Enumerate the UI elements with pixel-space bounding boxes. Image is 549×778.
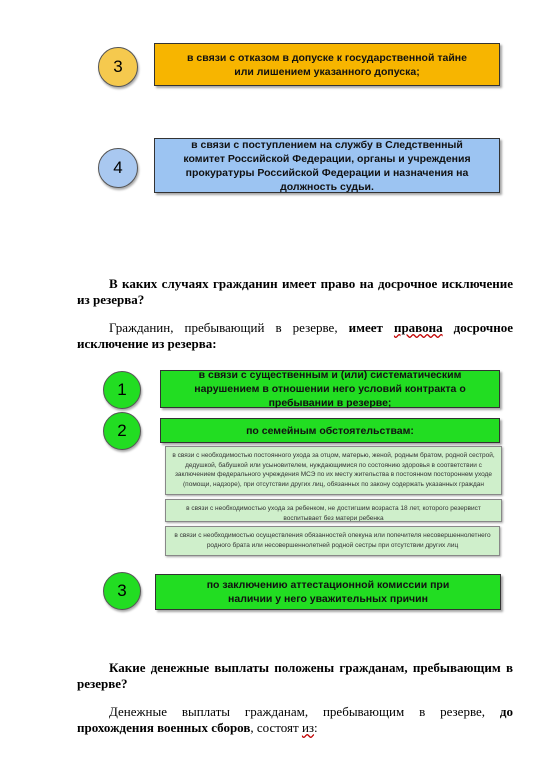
answer-bold: имеет: [348, 320, 394, 335]
exit-number-circle: 2: [103, 412, 141, 450]
family-reason-child-care: в связи с необходимостью ухода за ребенком, не достигшим возраста 18 лет, которого резервист воспитывает без матери ребенка: [165, 499, 502, 522]
exit-text: в связи с существенным и (или) систематическим нарушением в отношении него условий контракта о пребывании в резерве;: [194, 369, 466, 409]
exit-box-attestation: [155, 574, 501, 610]
family-reason-guardian: в связи с необходимостью осуществления обязанностей опекуна или попечителя несовершеннолетнего родного брата или несовершеннолетней родной сестры при отсутствии других лиц: [165, 526, 500, 556]
exit-box-contract-violation: [160, 370, 500, 408]
item-text: в связи с поступлением на службу в Следственный комитет Российской Федерации, органы и учреждения прокуратуры Российской Федерации и назначения на должность судьи.: [183, 138, 471, 193]
item-number-circle: 3: [98, 47, 138, 87]
answer-misspelled: из: [301, 720, 315, 735]
question-early-exit: [77, 276, 513, 308]
answer-bold-misspelled: правона: [393, 320, 443, 335]
question-text: Какие денежные выплаты положены гражданам, пребывающим в резерве?: [77, 660, 513, 691]
answer-bold: до прохождения военных сборов: [77, 704, 513, 735]
exit-text: по семейным обстоятельствам:: [246, 424, 414, 437]
family-reason-parent-care: в связи с необходимостью постоянного ухода за отцом, матерью, женой, родным братом, родной сестрой, дедушкой, бабушкой или усыновителем, нуждающимися по состоянию здоровья в соответствии с заключением федерального учреждения МСЭ по их месту жительства в постоянном постороннем уходе (помощи, надзоре), при отсутствии других лиц, обязанных по закону содержать указанных граждан: [165, 446, 502, 495]
exit-number-circle: 3: [103, 572, 141, 610]
exit-number-circle: 1: [103, 371, 141, 409]
item-box-service: [154, 138, 500, 193]
item-text: в связи с отказом в допуске к государственной тайне или лишением указанного допуска;: [187, 51, 467, 78]
item-number-circle: 4: [98, 148, 138, 188]
answer-text: , состоят: [250, 720, 302, 735]
answer-text: Гражданин, пребывающий в резерве,: [109, 320, 349, 335]
exit-text: по заключению аттестационной комиссии при наличии у него уважительных причин: [206, 579, 450, 605]
answer-early-exit: [77, 320, 513, 352]
answer-text: Денежные выплаты гражданам, пребывающим в резерве,: [109, 704, 500, 719]
answer-bold: досрочное исключение из резерва:: [77, 320, 513, 351]
item-box-secrecy: [154, 43, 500, 86]
answer-payments: [77, 704, 513, 736]
exit-box-family: [160, 418, 500, 443]
question-payments: [77, 660, 513, 692]
question-text: В каких случаях гражданин имеет право на досрочное исключение из резерва?: [77, 276, 513, 307]
answer-text: :: [314, 720, 318, 735]
